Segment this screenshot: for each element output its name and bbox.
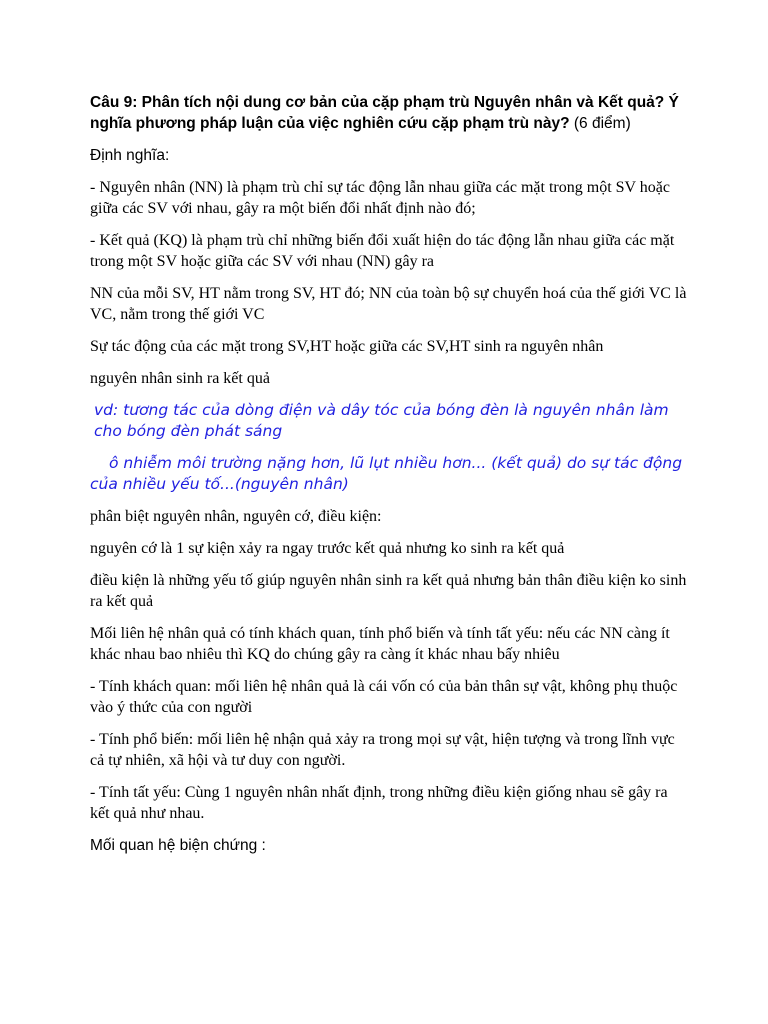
dialectic-heading: Mối quan hệ biện chứng : xyxy=(90,837,266,854)
property-universal: - Tính phổ biến: mối liên hệ nhận quả xảy ra trong mọi sự vật, hiện tượng và trong lĩnh vực cả tự nhiên, xã hội và tư duy con người. xyxy=(90,731,675,769)
properties-intro: Mối liên hệ nhân quả có tính khách quan, tính phổ biến và tính tất yếu: nếu các NN càng ít khác nhau bao nhiêu thì KQ do chúng gây ra càng ít khác nhau bấy nhiêu xyxy=(90,625,670,663)
property-necessary: - Tính tất yếu: Cùng 1 nguyên nhân nhất định, trong những điều kiện giống nhau sẽ gây ra kết quả như nhau. xyxy=(90,784,668,822)
question-title: Câu 9: Phân tích nội dung cơ bản của cặp phạm trù Nguyên nhân và Kết quả? Ý nghĩa phương pháp luận của việc nghiên cứu cặp phạm trù này? xyxy=(90,94,679,132)
question-heading xyxy=(90,92,690,134)
property-objective: - Tính khách quan: mối liên hệ nhân quả là cái vốn có của bản thân sự vật, không phụ thuộc vào ý thức của con người xyxy=(90,678,678,716)
example-light-bulb: vd: tương tác của dòng điện và dây tóc của bóng đèn là nguyên nhân làm cho bóng đèn phát sáng xyxy=(94,401,669,440)
definition-cause: - Nguyên nhân (NN) là phạm trù chỉ sự tác động lẫn nhau giữa các mặt trong một SV hoặc giữa các SV với nhau, gây ra một biến đổi nhất định nào đó; xyxy=(90,179,671,217)
distinction-heading: phân biệt nguyên nhân, nguyên cớ, điều kiện: xyxy=(90,508,382,525)
definition-effect: - Kết quả (KQ) là phạm trù chỉ những biến đổi xuất hiện do tác động lẫn nhau giữa các mặt trong một SV hoặc giữa các SV với nhau (NN) gây ra xyxy=(90,232,675,270)
definition-heading: Định nghĩa: xyxy=(90,147,170,164)
example-pollution: ô nhiễm môi trường nặng hơn, lũ lụt nhiều hơn... (kết quả) do sự tác động của nhiều yếu tố...(nguyên nhân) xyxy=(90,454,683,493)
document-page xyxy=(90,92,690,867)
cause-location-paragraph: NN của mỗi SV, HT nằm trong SV, HT đó; NN của toàn bộ sự chuyển hoá của thế giới VC là VC, nằm trong thế giới VC xyxy=(90,285,687,323)
question-points: (6 điểm) xyxy=(569,115,631,132)
interaction-paragraph: Sự tác động của các mặt trong SV,HT hoặc giữa các SV,HT sinh ra nguyên nhân xyxy=(90,338,604,355)
distinction-condition: điều kiện là những yếu tố giúp nguyên nhân sinh ra kết quả nhưng bản thân điều kiện ko sinh ra kết quả xyxy=(90,572,687,610)
distinction-pretext: nguyên cớ là 1 sự kiện xảy ra ngay trước kết quả nhưng ko sinh ra kết quả xyxy=(90,540,565,557)
cause-produces-effect-paragraph: nguyên nhân sinh ra kết quả xyxy=(90,370,270,387)
